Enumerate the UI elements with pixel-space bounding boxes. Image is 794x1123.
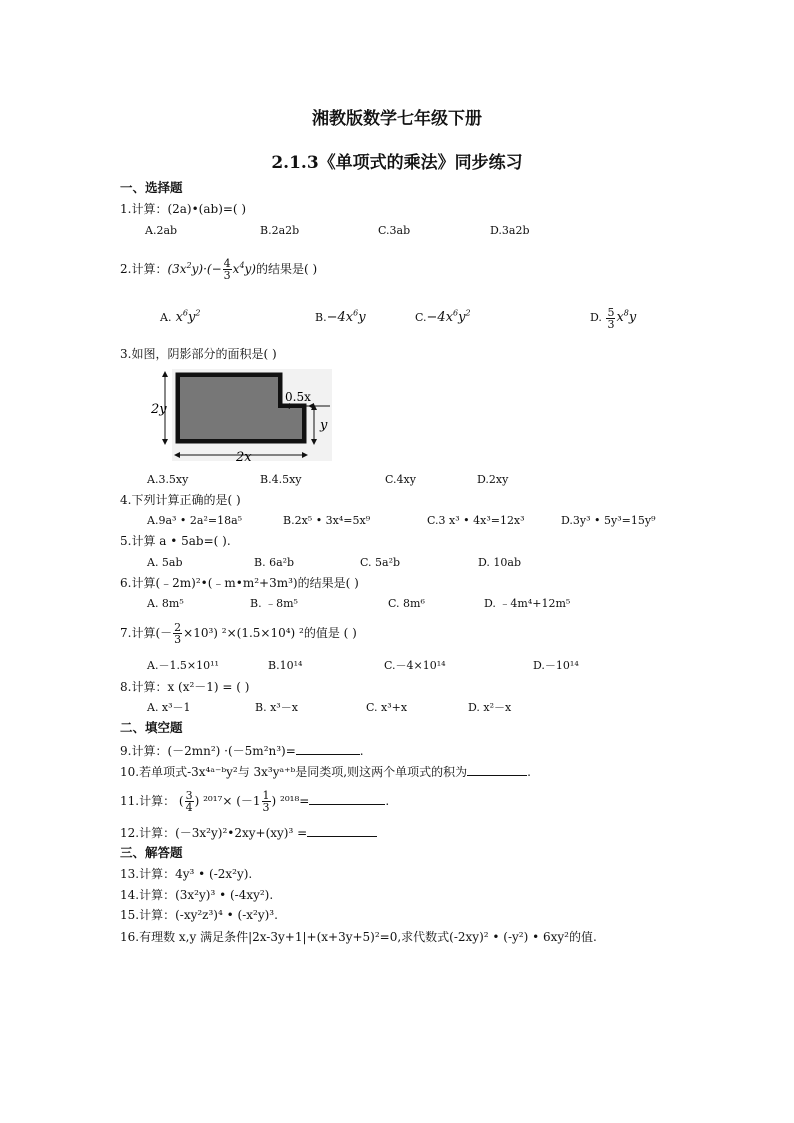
q10-answer-blank[interactable]: [467, 763, 527, 776]
q1-option-a: A.2ab: [145, 224, 178, 237]
q12-stem: 12.计算：(－3x²y)²•2xy+(xy)³ =: [120, 826, 308, 840]
document-subtitle: 2.1.3《单项式的乘法》同步练习: [271, 153, 523, 173]
q6-option-b: B. ﹣8m⁵: [250, 597, 298, 610]
q11-prefix: 11.计算： (: [120, 794, 184, 808]
question-2: [120, 254, 317, 284]
q5-option-b: B. 6a²b: [254, 556, 295, 569]
q3-option-a: A.3.5xy: [147, 473, 189, 486]
q11-middle: ) ²⁰¹⁷× (－1: [194, 794, 261, 808]
q1-option-c: C.3ab: [378, 224, 411, 237]
q2-option-d: D. $\frac{5}{3}$ $x^8y$: [590, 305, 637, 331]
question-5: 5.计算 a • 5ab=( ).: [120, 534, 231, 548]
question-16: 16.有理数 x,y 满足条件|2x-3y+1|+(x+3y+5)²=0,求代数式(-2xy)² • (-y²) • 6xy²的值.: [120, 930, 597, 944]
question-3: 3.如图，阴影部分的面积是( ): [120, 347, 277, 361]
label-y: y: [320, 418, 328, 433]
q1-option-d: D.3a2b: [490, 224, 530, 237]
q5-option-d: D. 10ab: [478, 556, 522, 569]
q2-option-b: $B.-4x^6y$: [315, 308, 366, 325]
q2-expression: $(3x^2y)\cdot(-$ $\frac{4}{3}$ $x^4y$): [167, 257, 256, 282]
q5-option-c: C. 5a²b: [360, 556, 401, 569]
q7-suffix: ×10³) ²×(1.5×10⁴) ²的值是 ( ): [183, 626, 357, 640]
q11-fraction-2: $\frac{1}{3}$: [262, 789, 270, 814]
question-1: 1.计算：(2a)•(ab)=( ): [120, 202, 247, 216]
q4-option-b: B.2x⁵ • 3x⁴=5x⁹: [283, 514, 371, 527]
question-6: 6.计算(﹣2m)²•(﹣m•m²+3m³)的结果是( ): [120, 576, 359, 590]
q8-option-a: A. x³－1: [147, 701, 191, 714]
q8-option-d: D. x²－x: [468, 701, 512, 714]
q4-option-a: A.9a³ • 2a²=18a⁵: [147, 514, 243, 527]
document-title: 湘教版数学七年级下册: [312, 109, 482, 129]
q8-option-c: C. x³+x: [366, 701, 408, 714]
dim-arrow: [162, 371, 168, 377]
q10-end: .: [527, 765, 531, 779]
question-4: 4.下列计算正确的是( ): [120, 493, 241, 507]
q3-option-c: C.4xy: [385, 473, 416, 486]
question-10: [120, 763, 531, 780]
q7-prefix: 7.计算(－: [120, 626, 173, 640]
q9-end: .: [359, 744, 364, 758]
q6-option-c: C. 8m⁶: [388, 597, 425, 610]
label-2x: 2x: [236, 450, 252, 463]
q7-option-d: D.－10¹⁴: [533, 659, 579, 672]
label-05x: 0.5x: [285, 390, 311, 404]
q9-stem: 9.计算：(－2mn²) ·(－5m²n³)=: [120, 744, 296, 758]
label-2y: 2y: [151, 402, 167, 417]
q12-answer-blank[interactable]: [307, 824, 377, 837]
q7-option-b: B.10¹⁴: [268, 659, 303, 672]
section-heading-solve: 三、解答题: [120, 845, 183, 860]
q6-option-a: A. 8m⁵: [147, 597, 184, 610]
q8-option-b: B. x³－x: [255, 701, 298, 714]
q5-option-a: A. 5ab: [147, 556, 183, 569]
question-7: [120, 618, 357, 648]
q2-prefix: 2.计算：: [120, 262, 168, 276]
dim-arrow: [162, 439, 168, 445]
question-14: 14.计算：(3x²y)³ • (-4xy²).: [120, 888, 274, 902]
question-12: [120, 824, 377, 841]
q3-option-d: D.2xy: [477, 473, 509, 486]
q2-suffix: 的结果是( ): [256, 262, 318, 276]
question-9: [120, 742, 364, 759]
question-15: 15.计算：(-xy²z³)⁴ • (-x²y)³.: [120, 908, 278, 922]
q7-option-c: C.－4×10¹⁴: [384, 659, 446, 672]
q9-answer-blank[interactable]: [296, 742, 360, 755]
q2-option-c: $C.-4x^6y^2$: [415, 308, 471, 325]
q11-answer-blank[interactable]: [309, 792, 385, 805]
question-11: [120, 786, 389, 816]
section-heading-fill: 二、填空题: [120, 720, 183, 735]
q3-figure: [148, 367, 334, 463]
section-heading-choice: 一、选择题: [120, 180, 183, 195]
q7-option-a: A.－1.5×10¹¹: [147, 659, 219, 672]
q11-fraction-1: $\frac{3}{4}$: [185, 789, 193, 814]
q11-suffix: ) ²⁰¹⁸=: [271, 794, 310, 808]
question-13: 13.计算：4y³ • (-2x²y).: [120, 867, 253, 881]
q6-option-d: D. ﹣4m⁴+12m⁵: [484, 597, 571, 610]
question-8: 8.计算：x (x²－1) = ( ): [120, 680, 250, 694]
q7-fraction: $\frac{2}{3}$: [174, 621, 182, 646]
q10-stem: 10.若单项式-3x⁴ᵃ⁻ᵇy²与 3x³yᵃ⁺ᵇ是同类项,则这两个单项式的积为: [120, 765, 468, 779]
q3-option-b: B.4.5xy: [260, 473, 302, 486]
q11-end: .: [385, 794, 390, 808]
q4-option-d: D.3y³ • 5y³=15y⁹: [561, 514, 656, 527]
q4-option-c: C.3 x³ • 4x³=12x³: [427, 514, 525, 527]
q1-option-b: B.2a2b: [260, 224, 300, 237]
q2-option-a: A. $x^6y^2$: [160, 308, 201, 325]
